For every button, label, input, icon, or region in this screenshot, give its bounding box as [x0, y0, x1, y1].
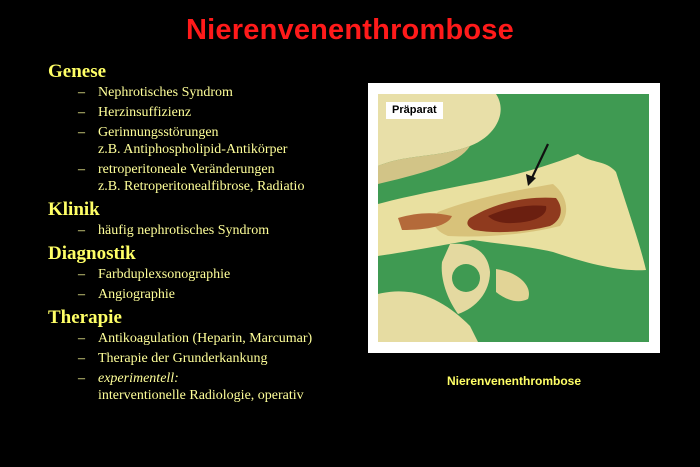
list-item	[48, 124, 368, 158]
item-text: Therapie der Grunderkankung	[98, 351, 268, 366]
list-item	[48, 330, 368, 347]
item-list	[48, 84, 368, 195]
section-heading: Therapie	[48, 307, 122, 328]
item-text: Farbduplexsonographie	[98, 267, 231, 282]
item-subtext: z.B. Retroperitonealfibrose, Radiatio	[98, 179, 305, 194]
item-list	[48, 222, 368, 239]
item-subtext: z.B. Antiphospholipid-Antikörper	[98, 142, 288, 157]
slide-content	[48, 60, 368, 407]
figure-caption: Nierenvenenthrombose	[446, 374, 582, 388]
item-text: Gerinnungsstörungen	[98, 125, 219, 140]
list-item	[48, 350, 368, 367]
specimen-photo	[378, 94, 649, 342]
item-text: Nephrotisches Syndrom	[98, 85, 233, 100]
dash-bullet: –	[78, 371, 85, 386]
section-therapie	[48, 306, 368, 404]
dash-bullet: –	[78, 162, 85, 177]
item-text: häufig nephrotisches Syndrom	[98, 223, 270, 238]
list-item	[48, 104, 368, 121]
item-subtext: interventionelle Radiologie, operativ	[98, 388, 304, 403]
specimen-photo-frame	[368, 83, 660, 353]
dash-bullet: –	[78, 267, 85, 282]
item-text: Herzinsuffizienz	[98, 105, 192, 120]
dash-bullet: –	[78, 105, 85, 120]
section-heading: Genese	[48, 61, 107, 82]
dash-bullet: –	[78, 223, 85, 238]
section-diagnostik	[48, 242, 368, 303]
dash-bullet: –	[78, 351, 85, 366]
specimen-label: Präparat	[386, 102, 443, 119]
item-text: experimentell:	[98, 371, 179, 386]
specimen-illustration	[378, 94, 649, 342]
list-item	[48, 286, 368, 303]
section-genese	[48, 60, 368, 195]
section-klinik	[48, 198, 368, 239]
list-item	[48, 161, 368, 195]
dash-bullet: –	[78, 125, 85, 140]
dash-bullet: –	[78, 331, 85, 346]
section-heading: Klinik	[48, 199, 100, 220]
slide-title: Nierenvenenthrombose	[186, 14, 514, 46]
list-item	[48, 84, 368, 101]
list-item	[48, 266, 368, 283]
section-heading: Diagnostik	[48, 243, 136, 264]
item-text: retroperitoneale Veränderungen	[98, 162, 275, 177]
list-item	[48, 222, 368, 239]
item-list	[48, 330, 368, 404]
item-list	[48, 266, 368, 303]
dash-bullet: –	[78, 287, 85, 302]
dash-bullet: –	[78, 85, 85, 100]
item-text: Angiographie	[98, 287, 175, 302]
list-item	[48, 370, 368, 404]
item-text: Antikoagulation (Heparin, Marcumar)	[98, 331, 313, 346]
